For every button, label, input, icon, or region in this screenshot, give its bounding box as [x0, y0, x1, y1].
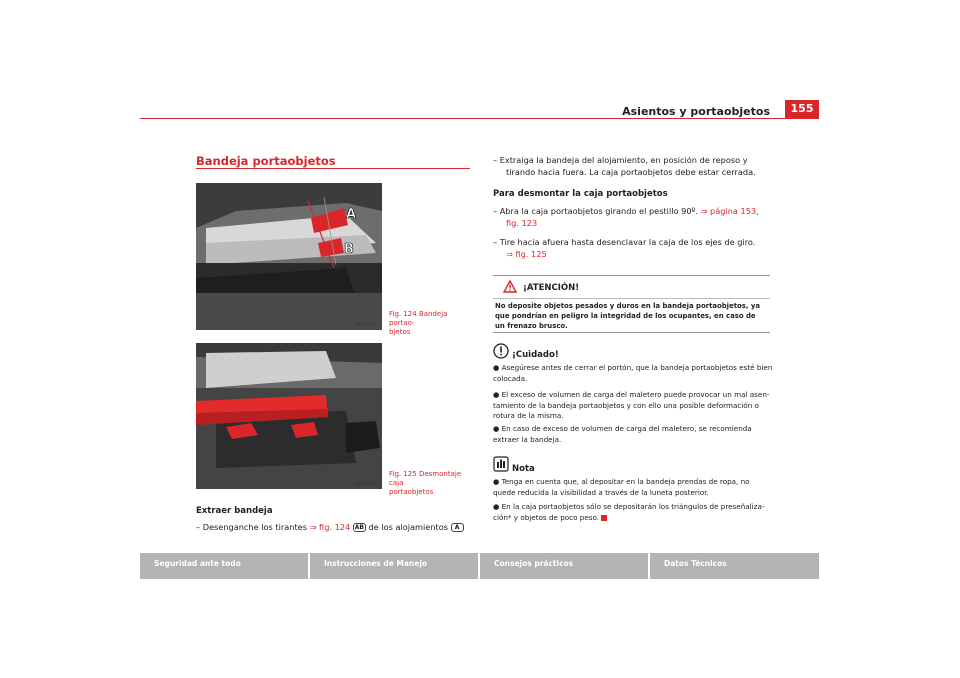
warning-triangle-icon — [503, 280, 517, 293]
figure-124-caption: Fig. 124 Bandeja portao- bjetos — [389, 310, 448, 336]
caution-item: ● El exceso de volumen de carga del maletero puede provocar un mal asen-tamiento de la bandeja portaobjetos y con ello una posible deformación o rotura de la misma. — [493, 390, 770, 420]
running-header-title: Asientos y portaobjetos — [622, 105, 770, 118]
figure-124-image — [196, 183, 382, 330]
note-item: ● En la caja portaobjetos sólo se depositarán los triángulos de preseñaliza-ción* y objetos de poco peso. — [493, 502, 765, 522]
footer-tab-instrucciones[interactable]: Instrucciones de Manejo — [310, 553, 478, 579]
end-of-section-marker — [601, 515, 607, 521]
warning-box — [493, 275, 770, 333]
figure-label-a: A — [346, 207, 357, 222]
step-extraiga: – Extraiga la bandeja del alojamiento, en posición de reposo y tirando hacia fuera. La caja portaobjetos debe estar cerrada. — [493, 155, 756, 177]
caution-icon — [493, 343, 509, 359]
subheading-extraer-bandeja: Extraer bandeja — [196, 506, 273, 516]
fig-124-link[interactable]: ⇒ fig. 124 — [309, 522, 351, 532]
warning-title: ¡ATENCIÓN! — [523, 283, 580, 293]
header-rule — [140, 118, 819, 119]
footer-nav — [140, 553, 819, 579]
note-title: Nota — [512, 464, 535, 474]
page-number: 155 — [785, 100, 819, 118]
footer-tab-seguridad[interactable]: Seguridad ante todo — [140, 553, 308, 579]
step-abra: – Abra la caja portaobjetos girando el pestillo 90º. ⇒ página 153, fig. 123 — [493, 205, 783, 229]
fig-125-link[interactable]: ⇒ fig. 125 — [506, 249, 547, 259]
caution-title: ¡Cuidado! — [512, 350, 559, 360]
ref-box-ab: AB — [354, 524, 364, 531]
step-desenganche: – Desenganche los tirantes ⇒ fig. 124 AB de los alojamientos A — [196, 521, 481, 533]
figure-125-image — [196, 343, 382, 489]
subheading-desmontar: Para desmontar la caja portaobjetos — [493, 189, 668, 199]
section-rule — [196, 168, 470, 169]
footer-tab-consejos[interactable]: Consejos prácticos — [480, 553, 648, 579]
warning-text: No deposite objetos pesados y duros en la bandeja portaobjetos, ya que pondrían en peligro la integridad de los ocupantes, en caso de un frenazo brusco. — [495, 302, 761, 330]
ref-box-a: A — [451, 523, 464, 532]
footer-tab-datos[interactable]: Datos Técnicos — [650, 553, 819, 579]
note-item: ● Tenga en cuenta que, al depositar en la bandeja prendas de ropa, no quede reducida la visibilidad a través de la luneta posterior. — [493, 477, 750, 497]
step-tire: – Tire hacia afuera hasta desenclavar la caja de los ejes de giro. ⇒ fig. 125 — [493, 236, 783, 260]
figure-label-b: B — [344, 242, 354, 257]
caution-item: ● Asegúrese antes de cerrar el portón, que la bandeja portaobjetos esté bien colocada. — [493, 363, 773, 383]
page-153-link[interactable]: ⇒ página 153, — [700, 206, 759, 216]
figure-code: B5P-0206 — [356, 322, 376, 327]
section-title: Bandeja portaobjetos — [196, 154, 336, 168]
note-hand-icon — [493, 456, 509, 472]
fig-123-link[interactable]: fig. 123 — [506, 218, 538, 228]
caution-item: ● En caso de exceso de volumen de carga del maletero, se recomienda extraer la bandeja. — [493, 424, 752, 444]
figure-code: B5P-0205 — [356, 481, 376, 486]
figure-125-caption: Fig. 125 Desmontaje caja portaobjetos — [389, 470, 462, 496]
